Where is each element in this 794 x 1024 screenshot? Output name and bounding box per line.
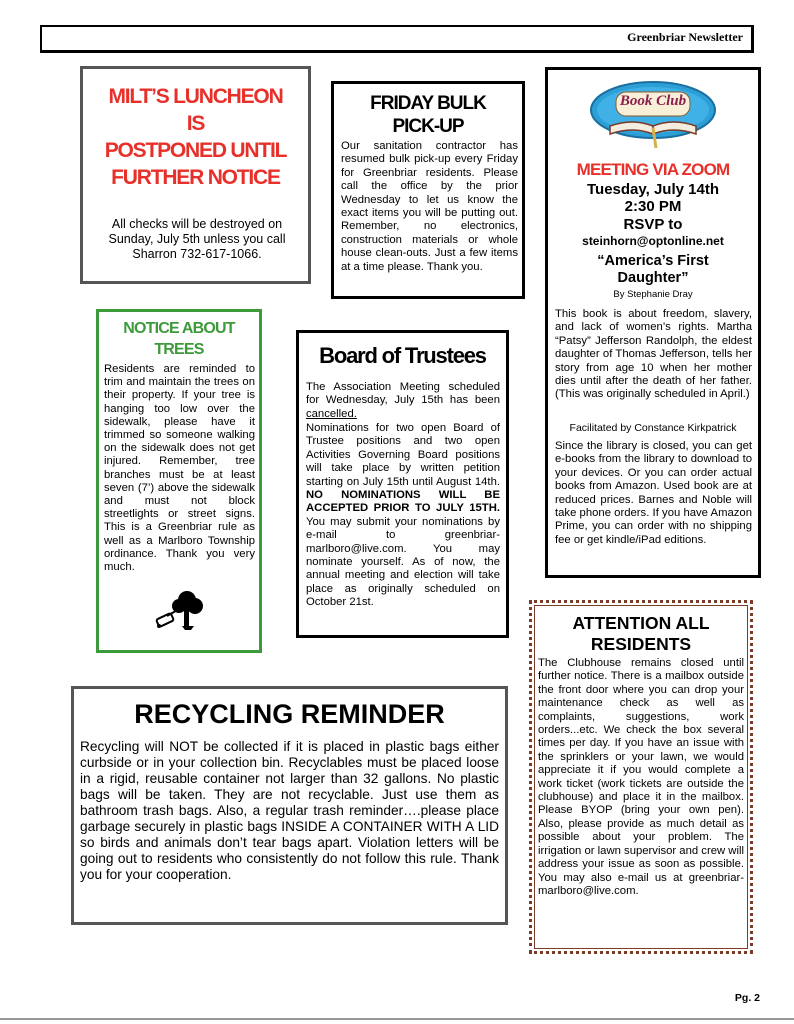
recycling-title: RECYCLING REMINDER	[134, 699, 445, 729]
trees-box	[96, 309, 262, 653]
bulk-pickup-box	[331, 81, 525, 299]
luncheon-title: MILT’S LUNCHEON IS POSTPONED UNTIL FURTHER NOTICE	[104, 85, 287, 189]
luncheon-body: All checks will be destroyed on Sunday, July 5th unless you call Sharron 732-617-1066.	[108, 217, 286, 261]
newsletter-header	[40, 25, 754, 53]
bookclub-logo-text: Book Club	[619, 93, 687, 109]
trees-title: NOTICE ABOUT TREES	[123, 320, 235, 358]
trustees-title: Board of Trustees	[319, 343, 486, 368]
trustees-box	[296, 330, 509, 638]
bulk-body: Our sanitation contractor has resumed bulk pick-up every Friday for Greenbriar residents. Please call the office by the prior Wednesday to let us know the exact items you will be putting out. Remember, no electronics, construction materials or whole house clean-outs. Just a few items at a time please. Thank you.	[341, 140, 518, 273]
bookclub-meeting: MEETING VIA ZOOM	[576, 160, 730, 179]
newsletter-title: Greenbriar Newsletter	[627, 30, 743, 44]
recycling-body: Recycling will NOT be collected if it is placed in plastic bags either curbside or in your collection bin. Recyclables must be placed loose in a rigid, reusable container not larger than 32 gallons. No plastic bags will be taken. They are not recyclable. Just use them as bathroom trash bags. Also, a regular trash reminder….please place garbage securely in plastic bags INSIDE A CONTAINER WITH A LID so birds and animals don’t tear bags apart. Violation letters will be going out to residents who consistently do not follow this rule. Thank you for your cooperation.	[80, 739, 499, 882]
page-number: Pg. 2	[734, 992, 760, 1004]
bookclub-email: steinhorn@optonline.net	[582, 234, 724, 248]
book-author: By Stephanie Dray	[613, 289, 693, 300]
bookclub-time: 2:30 PM	[624, 198, 682, 215]
bookclub-date: Tuesday, July 14th	[587, 181, 719, 198]
trustees-nominations: Nominations for two open Board of Trustee positions and two open Activities Governing Board positions will take place by written petition starting on July 15th until August 14th. NO NOMINATIONS WILL BE ACCEPTED PRIOR TO JULY 15TH. You may submit your nominations by e-mail to greenbriar-marlboro@live.com. You may nominate yourself. As of now, the annual meeting and election will take place as originally scheduled on October 21st.	[306, 422, 500, 609]
bookclub-logo	[588, 78, 718, 150]
library-info: Since the library is closed, you can get e-books from the library to download to your devices. Or you can order actual books from Amazon. Used book are at reduced prices. Barnes and Noble will take phone orders. If you have Amazon Prime, you can order with no shipping fee or get kindle/iPad editions.	[555, 440, 752, 546]
attention-box	[529, 600, 753, 954]
footer-divider	[0, 1018, 794, 1020]
luncheon-box	[80, 66, 311, 284]
tree-chainsaw-icon	[149, 586, 209, 636]
attention-title: ATTENTION ALL RESIDENTS	[572, 613, 710, 654]
trustees-meeting-notice: The Association Meeting scheduled for Wednesday, July 15th has been cancelled.	[306, 381, 500, 420]
book-title: “America’s First Daughter”	[597, 253, 709, 286]
book-description: This book is about freedom, slavery, and lack of women’s rights. Martha “Patsy” Jefferson Randolph, the eldest daughter of Thomas Jefferson, tells her story from age 10 when her mother dies until after the death of her father. (This was originally scheduled in April.)	[555, 308, 752, 401]
bookclub-rsvp: RSVP to	[623, 216, 683, 233]
book-facilitator: Facilitated by Constance Kirkpatrick	[569, 422, 737, 434]
book-icon	[588, 78, 718, 150]
recycling-box	[71, 686, 508, 925]
bulk-title: FRIDAY BULK PICK-UP	[370, 93, 486, 137]
attention-body: The Clubhouse remains closed until further notice. There is a mailbox outside the front door where you can drop your maintenance check as well as complaints, suggestions, work orders...etc. We check the box several times per day. If you have an issue with the sprinklers or your lawn, we would appreciate it if you would complete a work ticket (work tickets are outside the clubhouse) and place it in the mailbox. Please BYOP (bring your own pen). Also, please provide as much detail as possible about your problem. The irrigation or lawn supervisor and crew will address your issue as soon as possible. You may also e-mail us at greenbriar-marlboro@live.com.	[538, 657, 744, 897]
trees-body: Residents are reminded to trim and maintain the trees on their property. If your tree is hanging too low over the sidewalk, please have it trimmed so someone walking on the sidewalk does not get injured. Remember, tree branches must be at least seven (7’) above the sidewalk and must not block streetlights or street signs. This is a Greenbriar rule as well as a Marlboro Township ordinance. Thank you very much.	[104, 363, 255, 574]
bookclub-box	[545, 67, 761, 578]
